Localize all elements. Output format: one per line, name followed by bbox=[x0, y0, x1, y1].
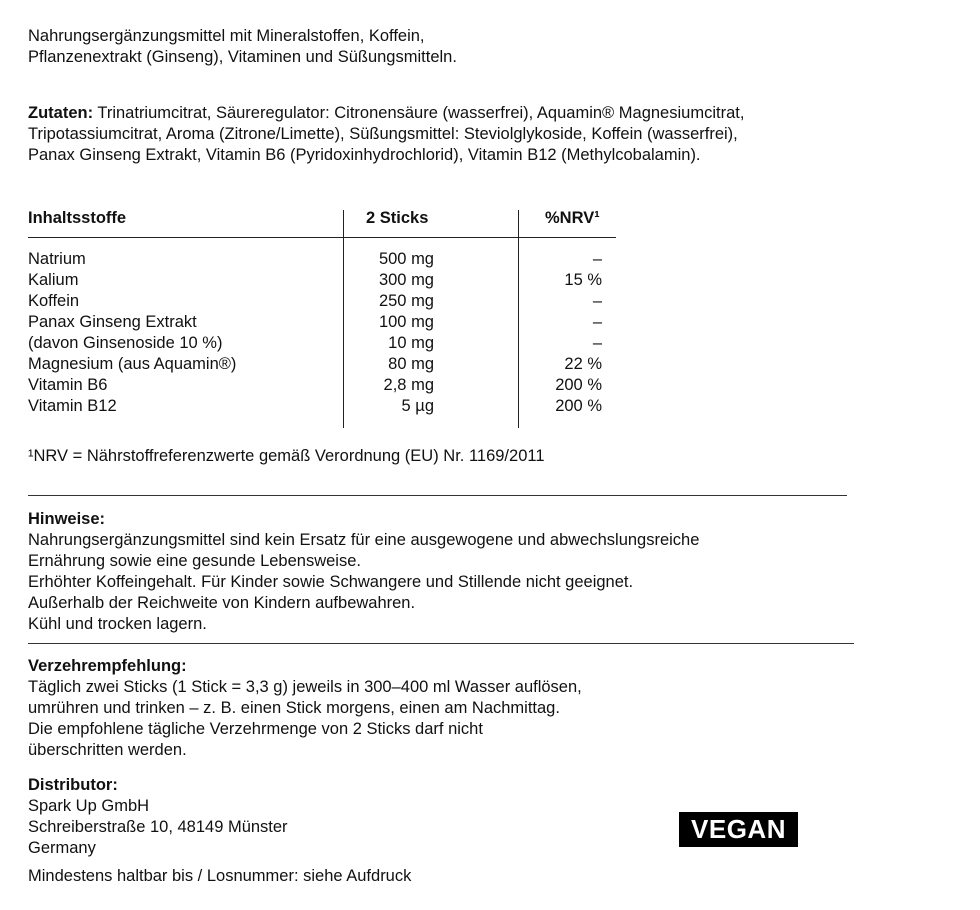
cell-ingredient: Panax Ginseng Extrakt bbox=[28, 313, 197, 331]
cell-ingredient: Kalium bbox=[28, 271, 79, 289]
cell-amount: 10 mg bbox=[388, 334, 434, 352]
cell-amount: 5 µg bbox=[401, 397, 434, 415]
table-row bbox=[28, 354, 616, 375]
nutrition-table bbox=[28, 208, 618, 428]
description-line: Nahrungsergänzungsmittel mit Mineralstoffen, Koffein, bbox=[28, 27, 425, 45]
cell-ingredient: Magnesium (aus Aquamin®) bbox=[28, 355, 237, 373]
nrv-footnote: ¹NRV = Nährstoffreferenzwerte gemäß Verordnung (EU) Nr. 1169/2011 bbox=[28, 447, 545, 465]
ingredients-label: Zutaten: bbox=[28, 104, 94, 122]
table-header-divider bbox=[28, 237, 616, 238]
notes-line: Erhöhter Koffeingehalt. Für Kinder sowie Schwangere und Stillende nicht geeignet. bbox=[28, 573, 634, 591]
usage-line: umrühren und trinken – z. B. einen Stick morgens, einen am Nachmittag. bbox=[28, 699, 560, 717]
cell-ingredient: Natrium bbox=[28, 250, 86, 268]
product-description bbox=[28, 26, 908, 68]
usage-line: Die empfohlene tägliche Verzehrmenge von 2 Sticks darf nicht bbox=[28, 720, 483, 738]
table-row bbox=[28, 375, 616, 396]
cell-ingredient: Vitamin B12 bbox=[28, 397, 117, 415]
notes-section bbox=[28, 509, 888, 635]
cell-ingredient: Vitamin B6 bbox=[28, 376, 108, 394]
cell-nrv: – bbox=[592, 334, 602, 352]
header-ingredients: Inhaltsstoffe bbox=[28, 209, 127, 227]
cell-nrv: – bbox=[592, 313, 602, 331]
section-divider bbox=[28, 643, 854, 644]
table-body bbox=[28, 249, 616, 417]
ingredients-line: Trinatriumcitrat, Säureregulator: Citronensäure (wasserfrei), Aquamin® Magnesiumcitrat, bbox=[97, 104, 745, 122]
usage-line: Täglich zwei Sticks (1 Stick = 3,3 g) jeweils in 300–400 ml Wasser auflösen, bbox=[28, 678, 582, 696]
cell-amount: 300 mg bbox=[378, 271, 434, 289]
description-line: Pflanzenextrakt (Ginseng), Vitaminen und Süßungsmitteln. bbox=[28, 48, 457, 66]
cell-nrv: 200 % bbox=[555, 397, 602, 415]
cell-nrv: 22 % bbox=[564, 355, 602, 373]
cell-nrv: – bbox=[592, 250, 602, 268]
header-nrv: %NRV¹ bbox=[545, 209, 600, 227]
distributor-line: Spark Up GmbH bbox=[28, 797, 150, 815]
cell-nrv: 15 % bbox=[564, 271, 602, 289]
table-row bbox=[28, 312, 616, 333]
table-row bbox=[28, 291, 616, 312]
ingredients-line: Panax Ginseng Extrakt, Vitamin B6 (Pyridoxinhydrochlorid), Vitamin B12 (Methylcobalamin). bbox=[28, 146, 701, 164]
notes-line: Ernährung sowie eine gesunde Lebensweise. bbox=[28, 552, 361, 570]
distributor-line: Schreiberstraße 10, 48149 Münster bbox=[28, 818, 288, 836]
notes-line: Kühl und trocken lagern. bbox=[28, 615, 207, 633]
header-amount: 2 Sticks bbox=[366, 209, 429, 227]
cell-nrv: – bbox=[592, 292, 602, 310]
distributor-title: Distributor: bbox=[28, 776, 118, 794]
usage-line: überschritten werden. bbox=[28, 741, 187, 759]
vegan-badge: VEGAN bbox=[679, 812, 798, 847]
best-before-note: Mindestens haltbar bis / Losnummer: siehe Aufdruck bbox=[28, 867, 412, 885]
table-row bbox=[28, 333, 616, 354]
cell-amount: 250 mg bbox=[378, 292, 434, 310]
distributor-section bbox=[28, 775, 528, 859]
notes-line: Außerhalb der Reichweite von Kindern aufbewahren. bbox=[28, 594, 416, 612]
cell-amount: 80 mg bbox=[388, 355, 434, 373]
ingredients-line: Tripotassiumcitrat, Aroma (Zitrone/Limette), Süßungsmittel: Steviolglykoside, Koffein (wasserfrei), bbox=[28, 125, 738, 143]
cell-amount: 2,8 mg bbox=[383, 376, 434, 394]
table-row bbox=[28, 396, 616, 417]
ingredients-section bbox=[28, 103, 928, 166]
cell-nrv: 200 % bbox=[555, 376, 602, 394]
cell-ingredient: (davon Ginsenoside 10 %) bbox=[28, 334, 223, 352]
cell-amount: 500 mg bbox=[378, 250, 434, 268]
notes-line: Nahrungsergänzungsmittel sind kein Ersatz für eine ausgewogene und abwechslungsreiche bbox=[28, 531, 700, 549]
section-divider bbox=[28, 495, 847, 496]
distributor-line: Germany bbox=[28, 839, 96, 857]
usage-title: Verzehrempfehlung: bbox=[28, 657, 187, 675]
usage-section bbox=[28, 656, 728, 761]
cell-amount: 100 mg bbox=[378, 313, 434, 331]
cell-ingredient: Koffein bbox=[28, 292, 80, 310]
table-row bbox=[28, 249, 616, 270]
notes-title: Hinweise: bbox=[28, 510, 106, 528]
table-row bbox=[28, 270, 616, 291]
